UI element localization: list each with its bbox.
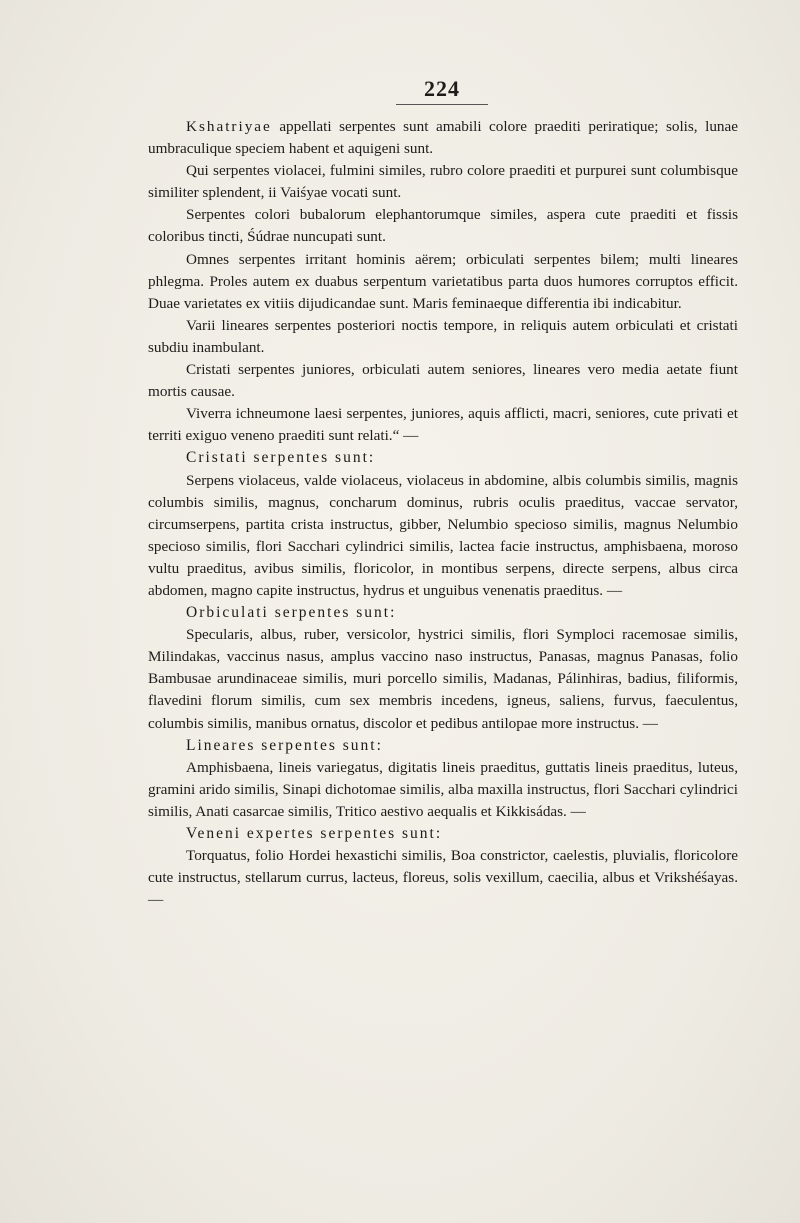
heading-cristati: Cristati serpentes sunt: <box>186 449 376 467</box>
list-cristati: Serpens violaceus, valde violaceus, violaceus in abdomine, albis columbis similis, magnis columbis similis, magnus, concharum dominus, rubris oculis praeditus, vaccae servator, circumserpens, partita crista instructus, gibber, Nelumbio specioso similis, magnus Nelumbio specioso similis, flori Sacchari cylindrici similis, lactea facie instructus, amphisbaena, moroso vultu praeditus, avibus similis, floricolor, in montibus serpens, directe serpens, albus circa abdomen, magno capite instructus, hydrus et unguibus venenatis praeditus. — <box>148 471 738 599</box>
paragraph-kshatriyae <box>148 116 738 160</box>
list-lineares: Amphisbaena, lineis variegatus, digitatis lineis praeditus, guttatis lineis praeditus, luteus, gramini arido similis, Sinapi dichotomae similis, alba maxilla instructus, flori Sacchari cylindrici similis, Anati casarcae similis, Tritico aestivo aequalis et Kikkisádas. — <box>148 758 738 820</box>
list-veneni-expertes: Torquatus, folio Hordei hexastichi similis, Boa constrictor, caelestis, pluvialis, floricolore cute instructus, stellarum currus, lacteus, floreus, solis vexillum, caecilia, albus et Vrikshéśayas. — <box>148 847 738 909</box>
paragraph-humores: Omnes serpentes irritant hominis aërem; orbiculati serpentes bilem; multi lineares phlegma. Proles autem ex duabus serpentum varietatibus parta duos humores corruptos efficit. Duae varietates ex vitiis dijudicandae sunt. Maris feminaeque differentia ibi indicabitur. <box>148 250 738 312</box>
paragraph-sudrae: Serpentes colori bubalorum elephantorumque similes, aspera cute praediti et fissis coloribus tincti, Śúdrae nuncupati sunt. <box>148 206 738 246</box>
body-text <box>148 116 738 911</box>
list-orbiculati: Specularis, albus, ruber, versicolor, hystrici similis, flori Symploci racemosae similis, Milindakas, vaccinus nasus, amplus vaccino naso instructus, Panasas, magnus Panasas, folio Bambusae arundinaceae similis, muri porcello similis, Madanas, Pálinhiras, badius, filiformis, flavedini florum similis, cum sex membris incedens, igneus, saliens, furvus, faeculentus, columbis similis, manibus ornatus, discolor et pedibus antilopae more instructus. — <box>148 626 738 732</box>
page-number: 224 <box>424 76 460 101</box>
paragraph-aetate: Cristati serpentes juniores, orbiculati autem seniores, lineares vero media aetate fiunt mortis causae. <box>148 361 738 401</box>
paragraph-vaisyae: Qui serpentes violacei, fulmini similes, rubro colore praediti et purpurei sunt columbisque similiter splendent, ii Vaiśyae vocati sunt. <box>148 162 738 202</box>
paragraph-text: appellati serpentes sunt amabili colore praediti periratique; solis, lunae umbraculique speciem habent et aquigeni sunt. <box>148 118 738 158</box>
paragraph-tempore: Varii lineares serpentes posteriori noctis tempore, in reliquis autem orbiculati et cristati subdiu inambulant. <box>148 316 738 356</box>
heading-orbiculati: Orbiculati serpentes sunt: <box>186 604 397 622</box>
header-rule <box>396 104 488 105</box>
heading-lineares: Lineares serpentes sunt: <box>186 736 383 754</box>
paragraph-viverra: Viverra ichneumone laesi serpentes, juniores, aquis afflicti, macri, seniores, cute privati et territi exiguo veneno praediti sunt relati.“ — <box>148 405 738 445</box>
heading-veneni-expertes: Veneni expertes serpentes sunt: <box>186 825 443 842</box>
spaced-term: Kshatriyae <box>186 118 272 135</box>
